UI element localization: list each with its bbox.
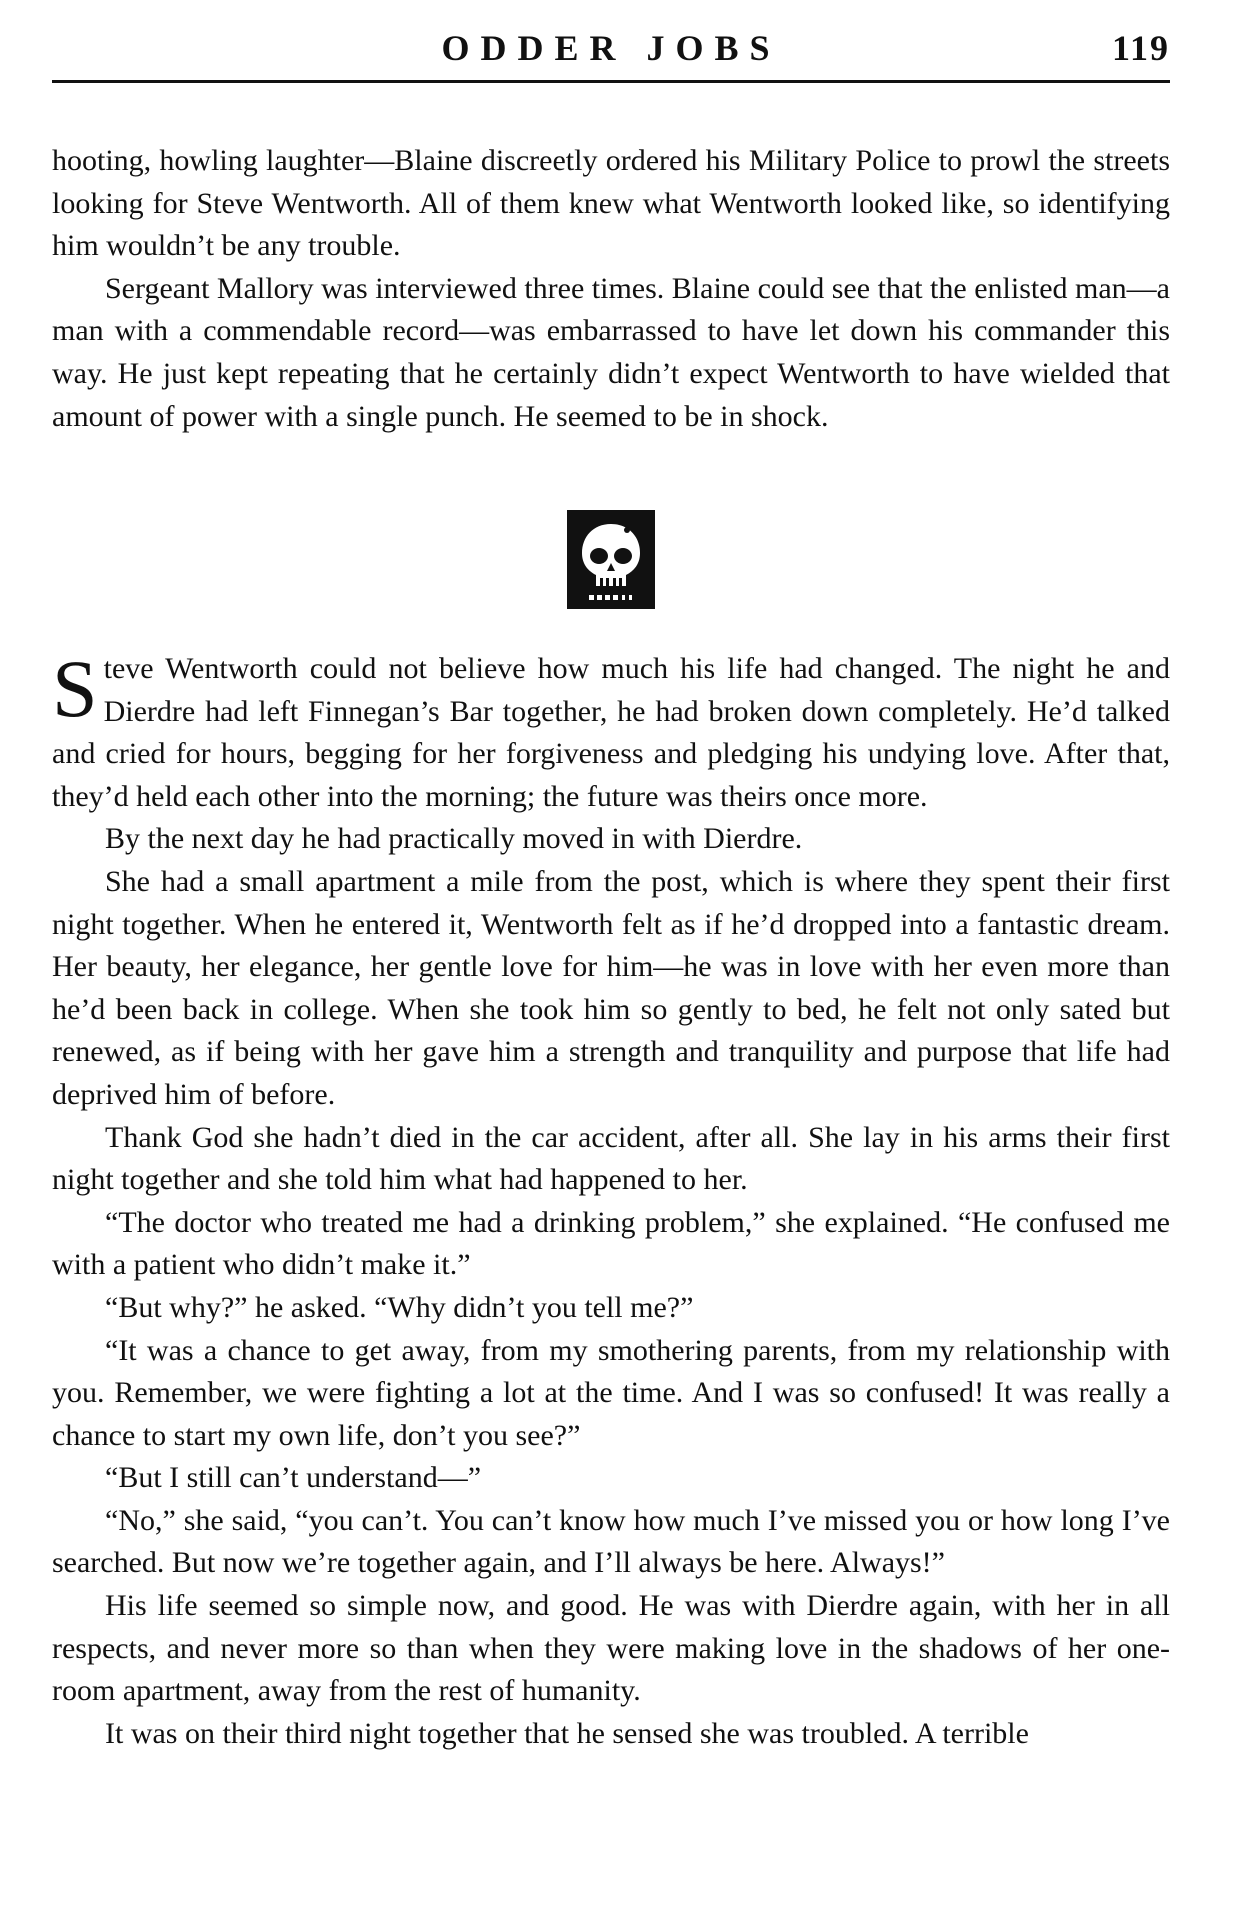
opening-paragraph [52,643,1170,818]
book-page [52,0,1170,1923]
header-rule [52,80,1170,83]
running-title: ODDER JOBS [441,28,781,68]
paragraph: hooting, howling laughter—Blaine discreetly ordered his Military Police to prowl the streets looking for Steve Wentworth. All of them knew what Wentworth looked like, so identifying him wouldn’t be any trouble. [52,144,1170,263]
skull-icon [567,510,655,609]
paragraph: It was on their third night together that he sensed she was troubled. A terrible [105,1716,1029,1750]
page-number: 119 [1111,28,1170,68]
paragraph: She had a small apartment a mile from the post, which is where they spent their first night together. When he entered it, Wentworth felt as if he’d dropped into a fantastic dream. Her beauty, her elegance, her gentle love for him—he was in love with her even more than he’d been back in college. When she took him so gently to bed, he felt not only sated but renewed, as if being with her gave him a strength and tranquility and purpose that life had deprived him of before. [52,864,1170,1111]
paragraph: Sergeant Mallory was interviewed three times. Blaine could see that the enlisted man—a man with a commendable record—was embarrassed to have let down his commander this way. He just kept repeating that he certainly didn’t expect Wentworth to have wielded that amount of power with a single punch. He seemed to be in shock. [52,271,1170,433]
paragraph: His life seemed so simple now, and good. He was with Dierdre again, with her in all respects, and never more so than when they were making love in the shadows of her one-room apartment, away from the rest of humanity. [52,1589,1170,1708]
paragraph: “No,” she said, “you can’t. You can’t know how much I’ve missed you or how long I’ve searched. But now we’re together again, and I’ll always be here. Always!” [52,1503,1170,1580]
drop-cap: S [52,643,98,734]
paragraph: “But why?” he asked. “Why didn’t you tell me?” [105,1290,694,1324]
running-head [52,26,1170,70]
paragraph: “The doctor who treated me had a drinking problem,” she explained. “He confused me with a patient who didn’t make it.” [52,1205,1170,1282]
paragraph: By the next day he had practically moved in with Dierdre. [105,822,803,856]
opening-text: teve Wentworth could not believe how much his life had changed. The night he and Dierdre had left Finnegan’s Bar together, he had broken down completely. He’d talked and cried for hours, begging for her forgiveness and pledging his undying love. After that, they’d held each other into the morning; the future was theirs once more. [52,652,1170,813]
section-one [52,140,1170,438]
paragraph: Thank God she hadn’t died in the car accident, after all. She lay in his arms their first night together and she told him what had happened to her. [52,1120,1170,1197]
section-two [52,643,1170,1755]
paragraph: “It was a chance to get away, from my smothering parents, from my relationship with you. Remember, we were fighting a lot at the time. And I was so confused! It was really a chance to start my own life, don’t you see?” [52,1333,1170,1452]
paragraph: “But I still can’t understand—” [105,1461,482,1495]
